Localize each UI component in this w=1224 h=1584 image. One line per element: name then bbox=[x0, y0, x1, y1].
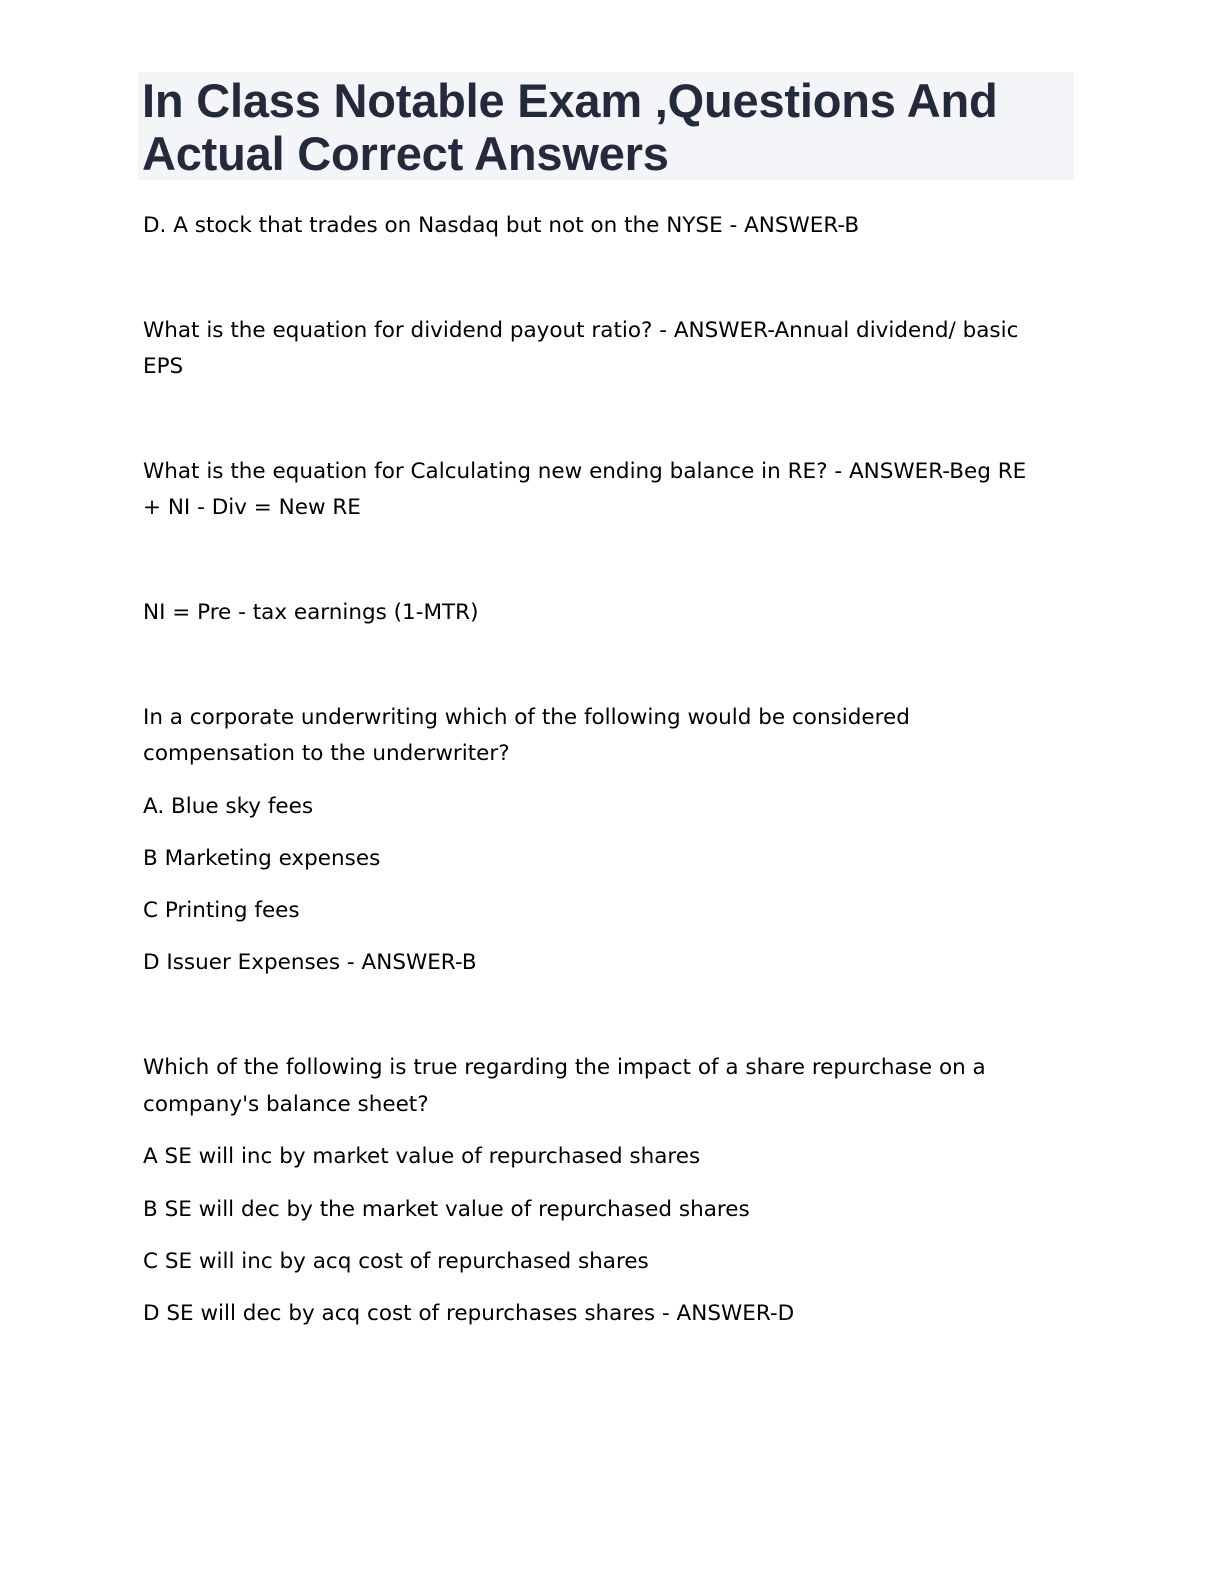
text-line: company's balance sheet? bbox=[143, 1092, 429, 1117]
title-line-1: In Class Notable Exam ,Questions And bbox=[142, 74, 998, 127]
text-line: NI = Pre - tax earnings (1-MTR) bbox=[143, 600, 479, 625]
text-line: + NI - Div = New RE bbox=[143, 495, 361, 520]
text-line: C SE will inc by acq cost of repurchased shares bbox=[143, 1249, 649, 1274]
text-line: What is the equation for Calculating new ending balance in RE? - ANSWER-Beg RE bbox=[143, 459, 1027, 484]
text-line: D SE will dec by acq cost of repurchases shares - ANSWER-D bbox=[143, 1301, 795, 1326]
text-line: What is the equation for dividend payout ratio? - ANSWER-Annual dividend/ basic bbox=[143, 318, 1019, 343]
text-line: B Marketing expenses bbox=[143, 846, 381, 871]
text-line: C Printing fees bbox=[143, 898, 300, 923]
title-line-2: Actual Correct Answers bbox=[142, 127, 669, 180]
text-line: compensation to the underwriter? bbox=[143, 741, 510, 766]
text-line: In a corporate underwriting which of the following would be considered bbox=[143, 705, 910, 730]
page-title bbox=[142, 74, 998, 180]
text-line: A SE will inc by market value of repurchased shares bbox=[143, 1144, 701, 1169]
text-line: B SE will dec by the market value of repurchased shares bbox=[143, 1197, 750, 1222]
text-line: D. A stock that trades on Nasdaq but not on the NYSE - ANSWER-B bbox=[143, 213, 860, 238]
text-line: EPS bbox=[143, 354, 184, 379]
text-line: A. Blue sky fees bbox=[143, 794, 314, 819]
title-banner bbox=[138, 72, 1074, 180]
text-line: Which of the following is true regarding the impact of a share repurchase on a bbox=[143, 1055, 986, 1080]
text-line: D Issuer Expenses - ANSWER-B bbox=[143, 950, 477, 975]
